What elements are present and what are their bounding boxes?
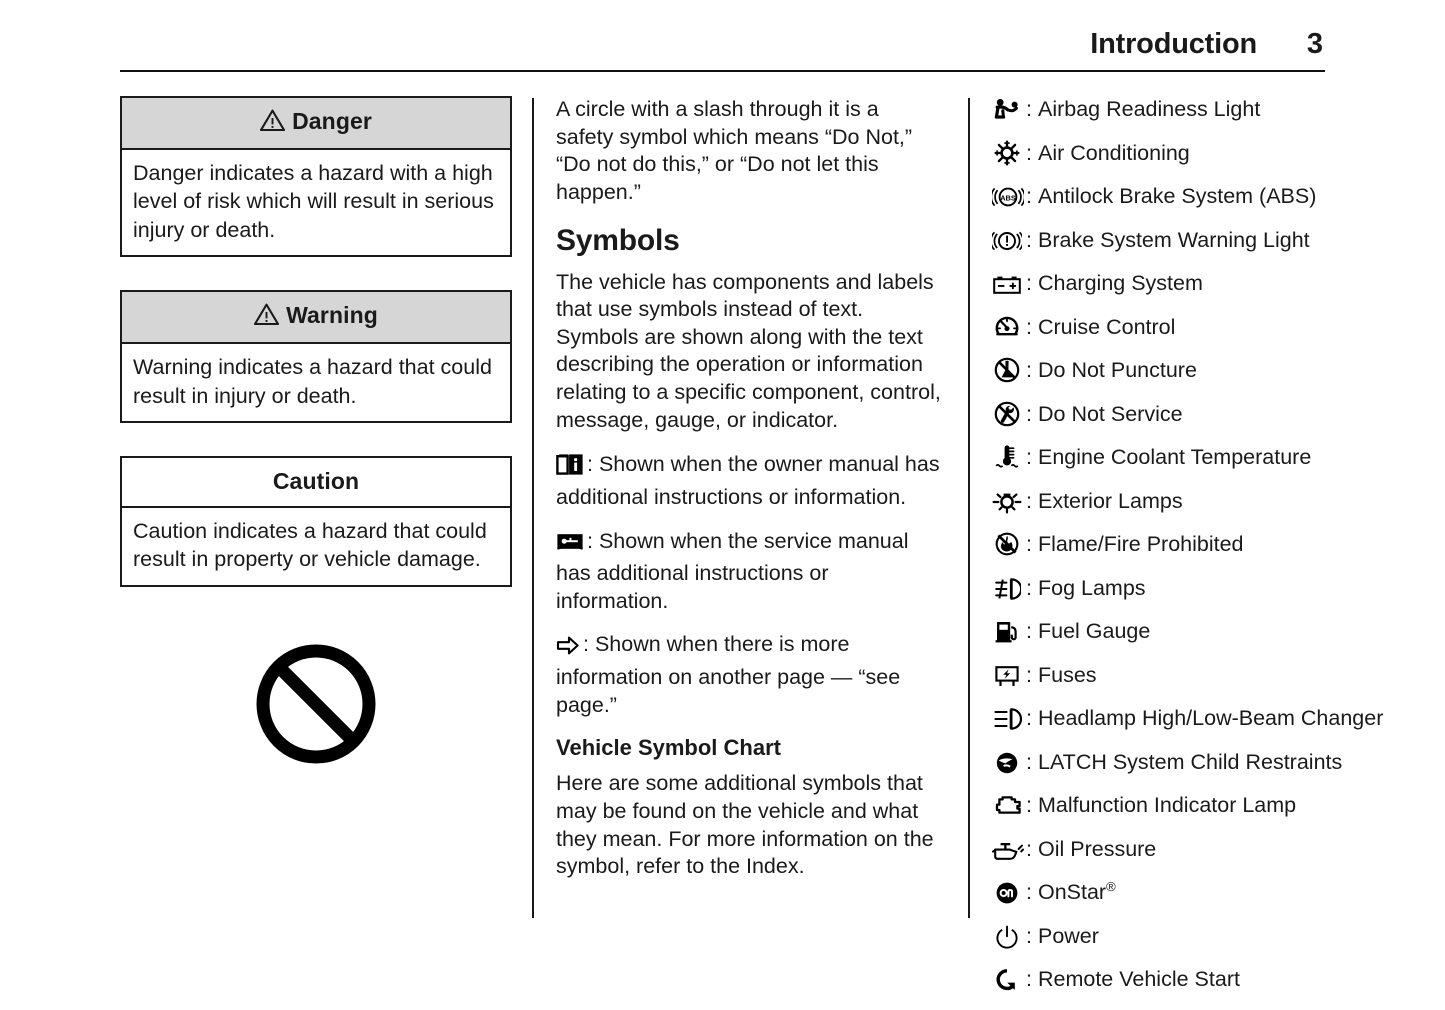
symbol-label: Charging System	[1037, 271, 1203, 296]
three-column-body	[0, 96, 1445, 992]
service-manual-note	[556, 528, 941, 616]
symbol-row-fuel-gauge	[992, 618, 1412, 652]
header-divider-rule	[120, 70, 1325, 72]
column-divider-left	[532, 98, 534, 918]
service-manual-book-icon	[556, 530, 584, 561]
symbol-label: Do Not Puncture	[1037, 358, 1197, 383]
symbol-row-do-not-puncture	[992, 357, 1412, 391]
symbol-separator: :	[1026, 97, 1032, 121]
prohibition-symbol-figure	[120, 639, 512, 774]
warning-alert-label: Warning	[286, 302, 378, 329]
service-manual-note-text: : Shown when the service manual has additional instructions or information.	[556, 528, 909, 613]
symbol-label: Brake System Warning Light	[1037, 227, 1310, 252]
registered-trademark-mark: ®	[1106, 879, 1116, 895]
headlamp-beam-changer-icon	[992, 707, 1022, 739]
symbol-label: Remote Vehicle Start	[1037, 967, 1240, 992]
owner-manual-note	[556, 451, 941, 511]
symbol-label: Power	[1037, 923, 1099, 948]
do-not-service-icon	[992, 401, 1022, 435]
symbol-label: Do Not Service	[1037, 401, 1183, 426]
column-middle	[556, 96, 941, 896]
symbol-label: Headlamp High/Low-Beam Changer	[1037, 706, 1384, 731]
danger-alert-body: Danger indicates a hazard with a high level of risk which will result in serious injury or death.	[133, 161, 494, 242]
symbol-separator: :	[1026, 184, 1032, 209]
danger-alert-label: Danger	[292, 108, 372, 134]
symbol-separator: :	[1026, 227, 1032, 252]
no-symbol-circle-slash-icon	[251, 639, 381, 774]
symbol-separator: :	[1026, 706, 1032, 731]
symbol-row-air-conditioning	[992, 140, 1412, 174]
column-divider-right	[968, 98, 970, 918]
warning-triangle-icon	[260, 109, 285, 137]
symbol-label: Fog Lamps	[1037, 575, 1146, 600]
symbol-row-headlamp-beam-changer	[992, 705, 1412, 739]
symbol-separator: :	[1026, 793, 1032, 818]
air-conditioning-icon	[992, 140, 1022, 174]
vehicle-symbol-chart-paragraph: Here are some additional symbols that may be found on the vehicle and what they mean. For more information on the symbol, refer to the Index.	[556, 771, 934, 879]
symbol-separator: :	[1026, 271, 1032, 296]
onstar-icon	[992, 881, 1022, 913]
symbol-row-do-not-service	[992, 401, 1412, 435]
symbol-label: Fuel Gauge	[1037, 619, 1151, 644]
symbol-label: Airbag Readiness Light	[1037, 97, 1261, 121]
symbol-row-brake-system-warning	[992, 227, 1412, 261]
oil-pressure-icon	[992, 840, 1022, 870]
symbol-separator: :	[1026, 445, 1032, 470]
malfunction-indicator-icon	[992, 794, 1022, 826]
do-not-puncture-icon	[992, 357, 1022, 391]
symbol-row-fog-lamps	[992, 575, 1412, 609]
symbols-heading: Symbols	[556, 223, 680, 257]
page-header	[120, 28, 1325, 72]
abs-icon	[992, 185, 1022, 217]
symbol-label: Antilock Brake System (ABS)	[1037, 184, 1317, 209]
symbol-row-remote-vehicle-start	[992, 966, 1412, 1000]
symbol-separator: :	[1026, 923, 1032, 948]
owner-manual-note-text: : Shown when the owner manual has additional instructions or information.	[556, 452, 940, 509]
warning-alert-box	[120, 290, 512, 423]
symbol-row-cruise-control	[992, 314, 1412, 348]
warning-triangle-icon	[254, 303, 279, 331]
remote-vehicle-start-icon	[992, 968, 1022, 1000]
power-icon	[992, 925, 1022, 957]
owner-manual-book-icon	[556, 453, 584, 484]
intro-paragraph: A circle with a slash through it is a safety symbol which means “Do Not,” “Do not do this,” or “Do not let this happen.”	[556, 97, 913, 204]
symbol-separator: :	[1026, 532, 1032, 557]
symbol-label: Exterior Lamps	[1037, 488, 1183, 513]
symbol-label: Malfunction Indicator Lamp	[1037, 793, 1297, 818]
see-page-note	[556, 631, 941, 719]
symbol-label: Engine Coolant Temperature	[1037, 445, 1312, 470]
caution-alert-box	[120, 456, 512, 587]
symbol-separator: :	[1026, 358, 1032, 383]
symbol-label: Fuses	[1037, 662, 1097, 687]
symbol-separator: :	[1026, 749, 1032, 774]
symbol-row-power	[992, 923, 1412, 957]
symbol-row-engine-coolant-temp	[992, 444, 1412, 478]
fuel-gauge-pump-icon	[992, 618, 1022, 652]
brake-system-warning-icon	[992, 229, 1022, 261]
svg-text:ABS: ABS	[1000, 193, 1016, 203]
symbol-row-abs	[992, 183, 1412, 217]
latch-child-restraint-icon	[992, 751, 1022, 783]
flame-fire-prohibited-icon	[992, 531, 1022, 565]
symbol-label: Oil Pressure	[1037, 836, 1157, 861]
warning-alert-header	[122, 292, 510, 344]
symbol-separator: :	[1026, 488, 1032, 513]
see-page-note-text: : Shown when there is more information on another page — “see page.”	[556, 632, 901, 717]
symbol-separator: :	[1026, 619, 1032, 644]
warning-alert-body: Warning indicates a hazard that could result in injury or death.	[133, 355, 492, 408]
symbol-row-latch-child-restraints	[992, 749, 1412, 783]
symbol-row-airbag-readiness	[992, 96, 1412, 130]
exterior-lamps-icon	[992, 488, 1022, 522]
caution-alert-body: Caution indicates a hazard that could result in property or vehicle damage.	[133, 518, 487, 572]
symbol-separator: :	[1026, 314, 1032, 339]
symbol-separator: :	[1026, 401, 1032, 426]
fuses-icon	[992, 664, 1022, 696]
symbol-separator: :	[1026, 140, 1032, 165]
symbol-separator: :	[1026, 836, 1032, 861]
header-row	[120, 28, 1325, 61]
vehicle-symbol-chart-list	[992, 96, 1412, 1000]
symbol-label: Cruise Control	[1037, 314, 1176, 339]
page-number: 3	[1306, 28, 1323, 60]
symbol-row-charging-system	[992, 270, 1412, 304]
symbol-row-oil-pressure	[992, 836, 1412, 870]
vehicle-symbol-chart-heading: Vehicle Symbol Chart	[556, 735, 781, 761]
symbol-label: Flame/Fire Prohibited	[1037, 532, 1244, 557]
symbols-paragraph: The vehicle has components and labels that use symbols instead of text. Symbols are shown along with the text describing the operation or information relating to a specific component, control, message, gauge, or indicator.	[556, 269, 941, 432]
column-right	[992, 96, 1412, 1010]
engine-coolant-temp-icon	[992, 444, 1022, 478]
symbol-row-onstar	[992, 879, 1412, 913]
danger-alert-header	[122, 98, 510, 150]
airbag-readiness-icon	[992, 98, 1022, 130]
cruise-control-icon	[992, 314, 1022, 348]
symbol-label: LATCH System Child Restraints	[1037, 749, 1343, 774]
symbol-label: Air Conditioning	[1037, 140, 1190, 165]
danger-alert-box	[120, 96, 512, 257]
symbol-row-exterior-lamps	[992, 488, 1412, 522]
charging-system-battery-icon	[992, 274, 1022, 304]
symbol-separator: :	[1026, 662, 1032, 687]
symbol-row-malfunction-indicator	[992, 792, 1412, 826]
page-title: Introduction	[1090, 28, 1257, 60]
symbol-separator: :	[1026, 967, 1032, 992]
symbol-row-flame-fire-prohibited	[992, 531, 1412, 565]
symbol-separator: :	[1026, 880, 1032, 905]
column-left	[120, 96, 512, 774]
caution-alert-header	[122, 458, 510, 508]
symbol-separator: :	[1026, 575, 1032, 600]
symbol-row-fuses	[992, 662, 1412, 696]
caution-alert-label: Caution	[272, 467, 360, 494]
fog-lamps-icon	[992, 577, 1022, 609]
see-page-arrow-icon	[556, 635, 580, 664]
symbol-label: OnStar	[1037, 880, 1107, 905]
